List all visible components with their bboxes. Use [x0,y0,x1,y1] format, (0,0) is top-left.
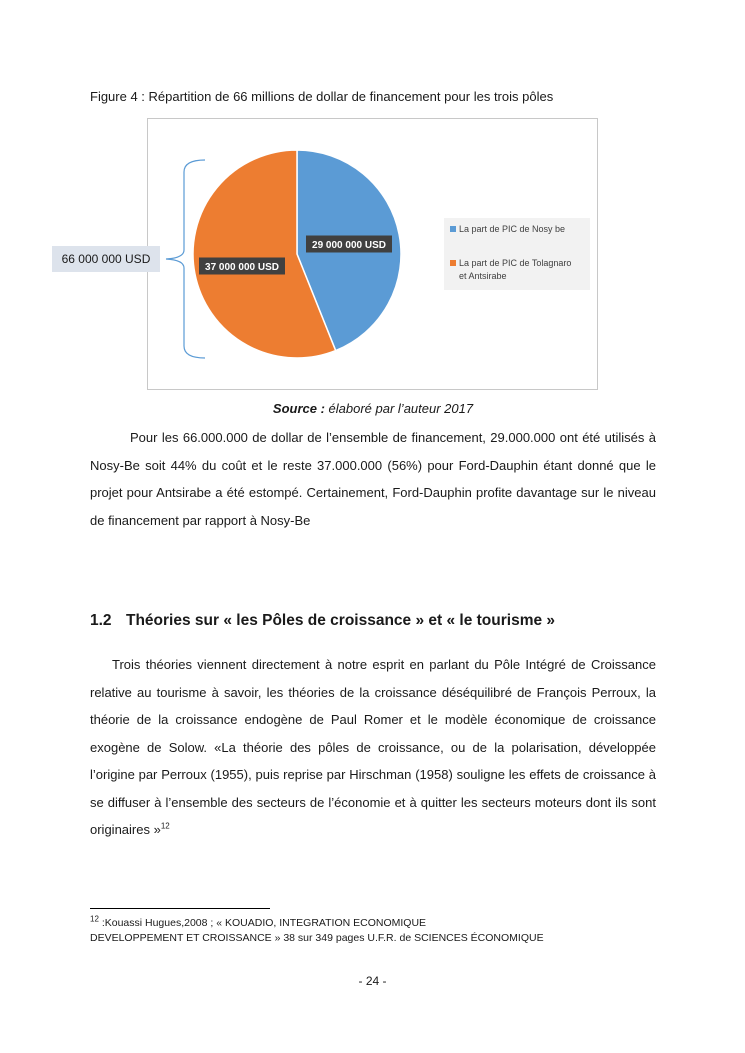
total-label-box: 66 000 000 USD [52,246,160,272]
pie-chart [0,0,745,400]
data-label-1: 37 000 000 USD [205,262,279,273]
heading-title: Théories sur « les Pôles de croissance » et « le tourisme » [126,612,556,629]
legend-entry-tolagnaro-cont: et Antsirabe [459,271,507,281]
paragraph-theories [90,651,656,844]
legend-swatch-tolagnaro [450,260,456,266]
data-label-0: 29 000 000 USD [312,240,386,251]
legend-entry-tolagnaro: La part de PIC de Tolagnaro [459,258,572,268]
source-text: élaboré par l’auteur 2017 [324,401,474,416]
legend-swatch-nosy-be [450,226,456,232]
pie-slices [193,150,401,358]
figure-source [90,401,656,416]
source-bold: Source : [272,401,325,416]
heading-number: 1.2 [90,612,112,629]
legend-entry-nosy-be: La part de PIC de Nosy be [459,224,566,234]
paragraph-1-text: Pour les 66.000.000 de dollar de l’ensemble de financement, 29.000.000 ont été utilisés à Nosy-Be soit 44% du coût et le reste 37.000.000 (56%) pour Ford-Dauphin étant donné que le projet pour Antsirabe a été estompé. Certainement, Ford-Dauphin profite davantage sur le niveau de financement par rapport à Nosy-Be [90,430,656,528]
paragraph-2-text: Trois théories viennent directement à notre esprit en parlant du Pôle Intégré de Croissance relative au tourisme à savoir, les théories de la croissance déséquilibré de François Perroux, la théorie de la croissance endogène de Paul Romer et le modèle économique de croissance exogène de Solow. «La théorie des pôles de croissance, ou de la polarisation, développée l’origine par Perroux (1955), puis reprise par Hirschman (1958) souligne les effets de croissance à se diffuser à l’ensemble des secteurs de l’économie et à quitter les secteurs moteurs dont ils sont originaires » [90,657,656,837]
footnote-mark: 12 [90,914,99,924]
footnote-rule [90,908,270,909]
footnote-ref[interactable]: 12 [160,821,170,831]
footnote-line-1: :Kouassi Hugues,2008 ; « KOUADIO, INTEGRATION ECONOMIQUE [98,917,427,929]
paragraph-financement [90,424,656,534]
figure-caption: Figure 4 : Répartition de 66 millions de dollar de financement pour les trois pôles [90,89,554,104]
section-heading [90,612,555,630]
footnote-line-2: DEVELOPPEMENT ET CROISSANCE » 38 sur 349 pages U.F.R. de SCIENCES ÉCONOMIQUE [90,932,544,944]
footnote [90,916,656,946]
page-number: - 24 - [358,974,387,988]
